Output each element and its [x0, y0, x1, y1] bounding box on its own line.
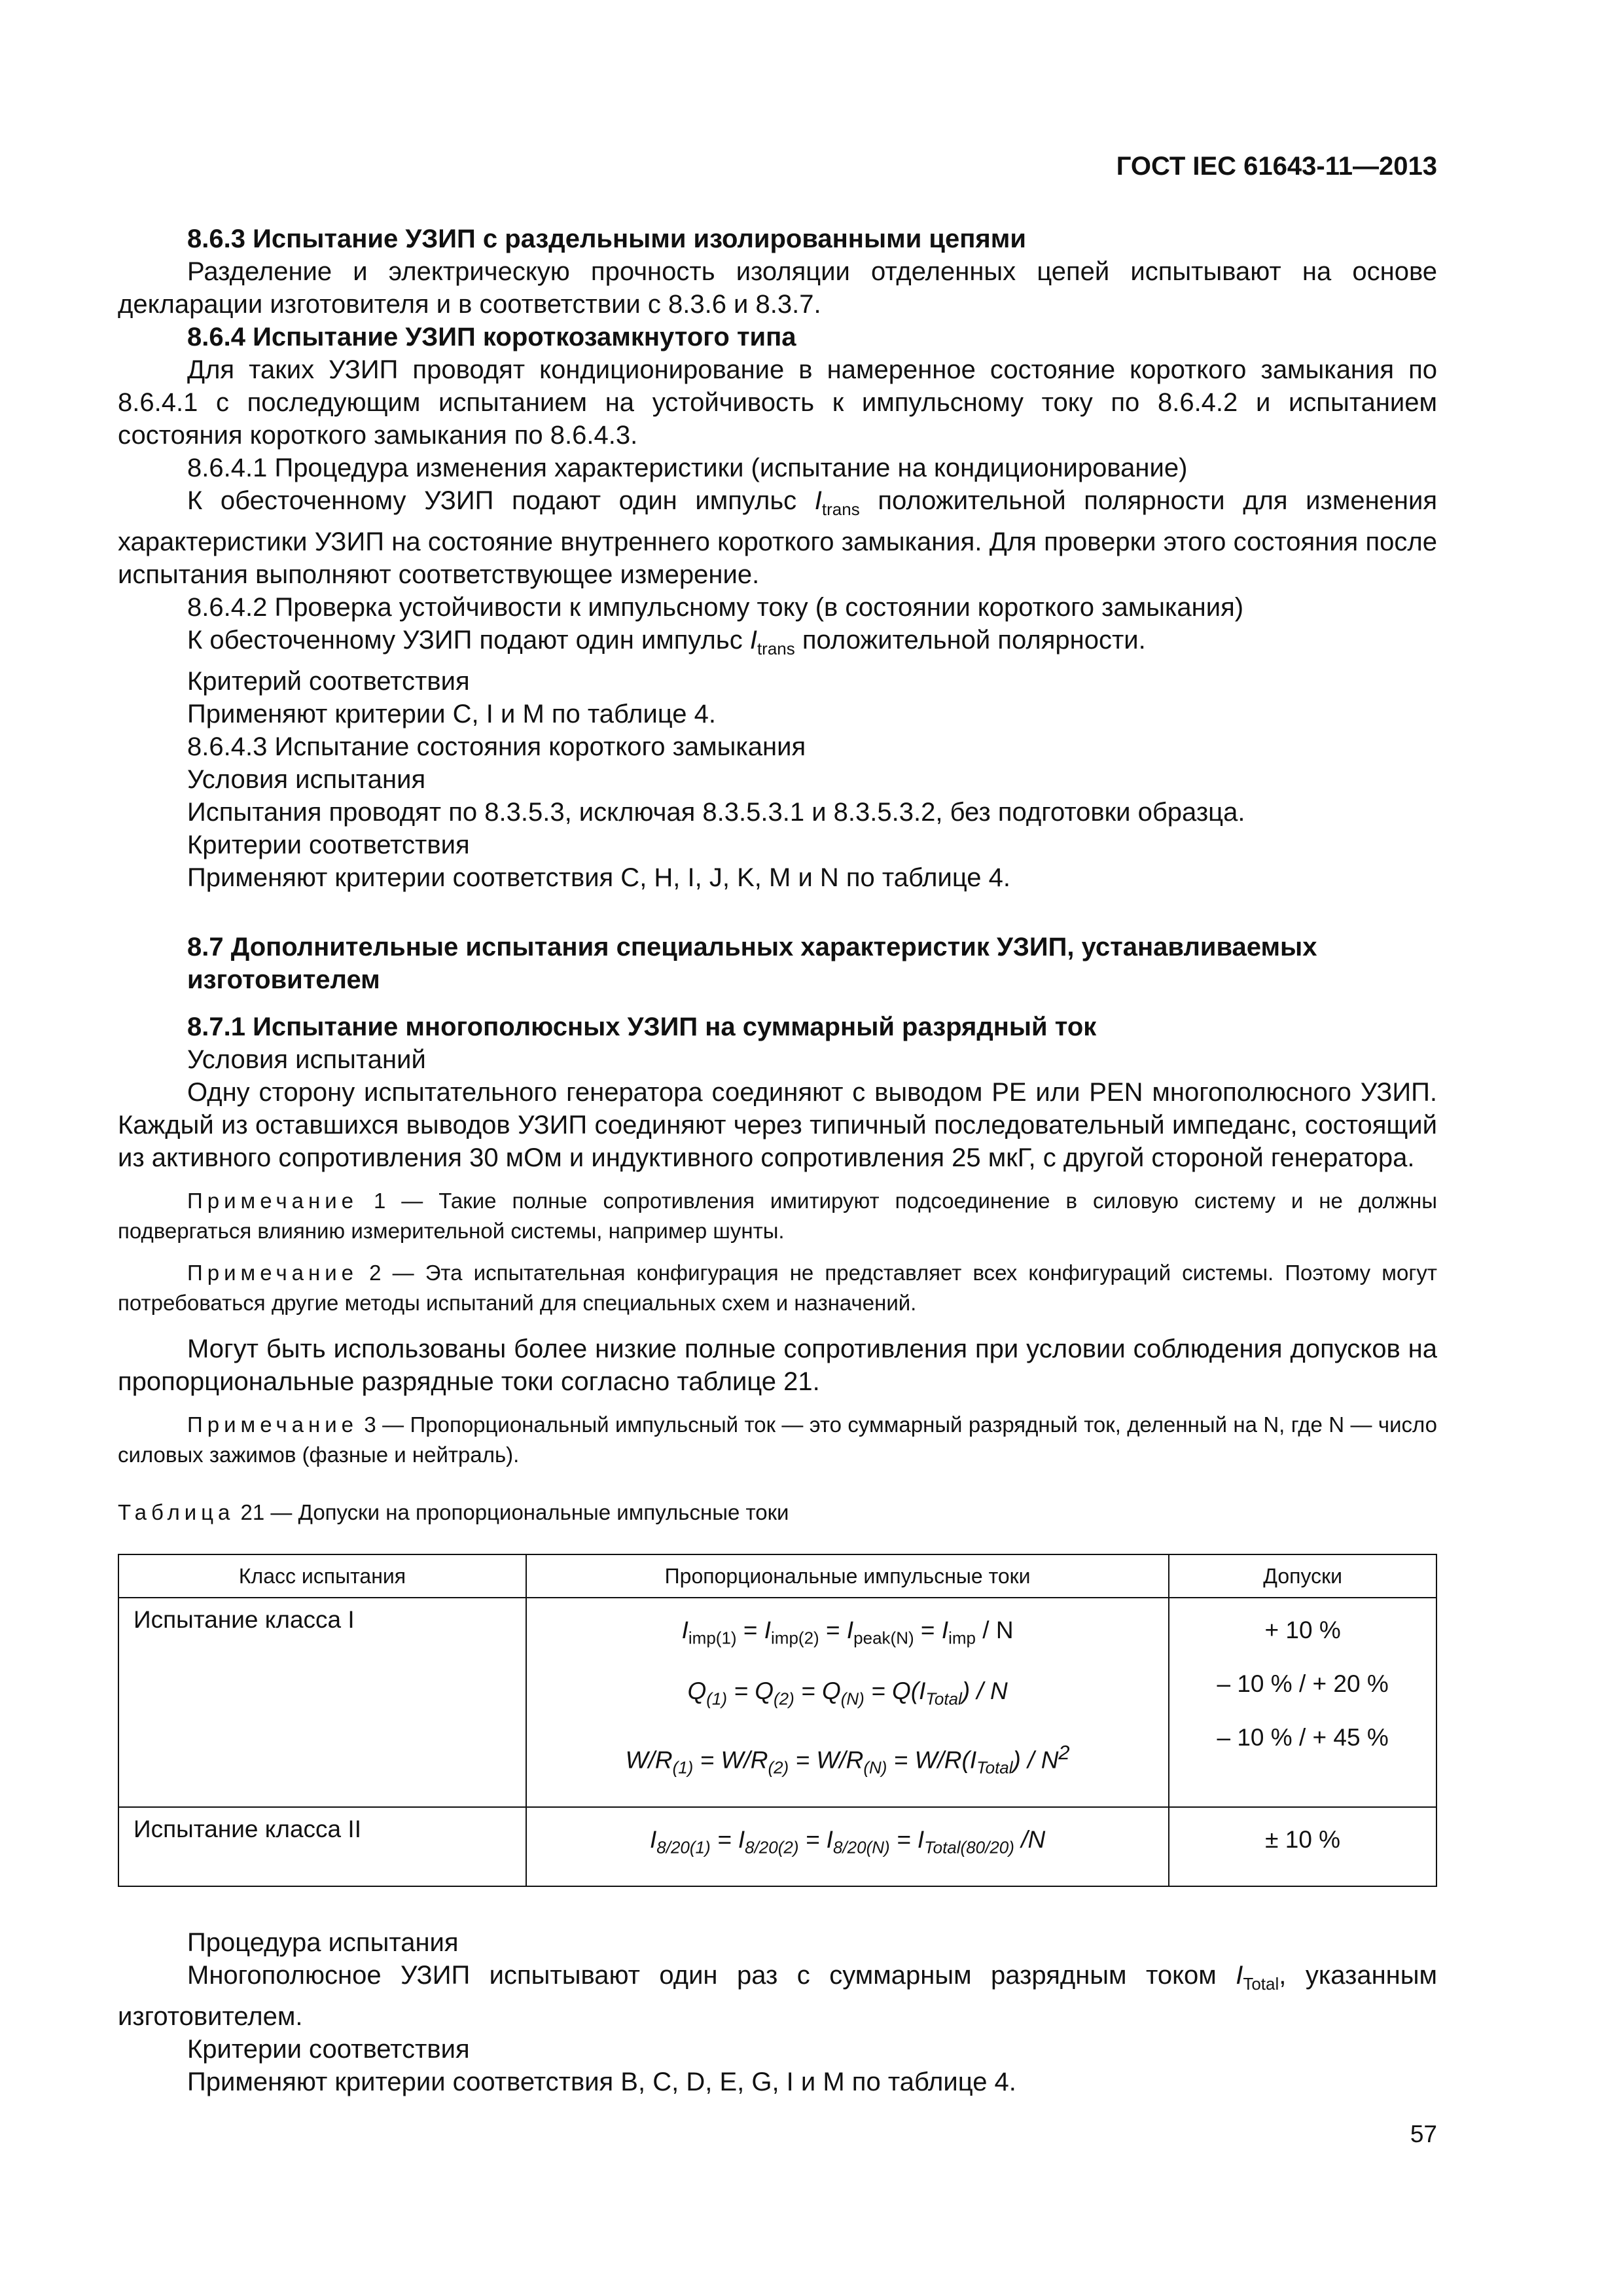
note-1: Примечание 1 — Такие полные сопротивления имитируют подсоединение в силовую систему и не должны подвергаться влиянию измерительной системы, например шунты. — [118, 1189, 1437, 1243]
formulas-cell — [526, 1598, 1169, 1807]
column-header-currents: Пропорциональные импульсные токи — [526, 1554, 1169, 1598]
section-8-6-4-2-title: 8.6.4.2 Проверка устойчивости к импульсному току (в состоянии короткого замыкания) — [187, 593, 1244, 622]
section-8-6-3-text: Разделение и электрическую прочность изоляции отделенных цепей испытывают на основе декларации изготовителя и в соответствии с 8.3.6 и 8.3.7. — [118, 257, 1437, 319]
section-8-6-4-1-title: 8.6.4.1 Процедура изменения характеристики (испытание на кондиционирование) — [187, 454, 1188, 482]
section-8-6-4-1-text: К обесточенному УЗИП подают один импульс $I_{trans}$ положительной полярности для изменения характеристики УЗИП на состояние внутреннего короткого замыкания. Для проверки этого состояния после испытания выполняют соответствующее измерение. — [118, 486, 1437, 589]
table-row — [118, 1598, 1436, 1807]
formula-8-20-current: $I_{8/20(1)} = I_{8/20(2)} = I_{8/20(N)} = I_{Total(80/20)}$ /N — [650, 1825, 1046, 1857]
section-8-7-1-title: 8.7.1 Испытание многополюсных УЗИП на суммарный разрядный ток — [187, 1013, 1097, 1041]
tolerance-value: – 10 % / + 45 % — [1217, 1724, 1389, 1751]
column-header-class: Класс испытания — [118, 1554, 526, 1598]
conditions-heading: Условия испытания — [187, 765, 426, 794]
document-page — [118, 0, 1437, 2296]
impedance-paragraph: Могут быть использованы более низкие полные сопротивления при условии соблюдения допусков на пропорциональные разрядные токи согласно таблице 21. — [118, 1335, 1437, 1396]
table-row — [118, 1807, 1436, 1886]
test-conditions-text: Одну сторону испытательного генератора соединяют с выводом PE или PEN многополюсного УЗИП. Каждый из оставшихся выводов УЗИП соединяют через типичный последовательный импеданс, состоящий из активного сопротивления 30 мОм и индуктивного сопротивления 25 мкГ, с другой стороной генератора. — [118, 1078, 1437, 1172]
note-3: Примечание 3 — Пропорциональный импульсный ток — это суммарный разрядный ток, деленный на N, где N — число силовых зажимов (фазные и нейтраль). — [118, 1412, 1437, 1467]
section-8-6-4-title: 8.6.4 Испытание УЗИП короткозамкнутого типа — [187, 323, 796, 351]
tolerance-value: – 10 % / + 20 % — [1217, 1670, 1389, 1697]
criteria-heading: Критерии соответствия — [187, 831, 470, 859]
formula-specific-energy: $W/R_{(1)} = W/R_{(2)} = W/R_{(N)} = W/R(I_{Total}) / N^2$ — [625, 1740, 1070, 1778]
page-number: 57 — [1410, 2121, 1437, 2147]
procedure-text: Многополюсное УЗИП испытывают один раз с суммарным разрядным током $I_{Total}$, указанным изготовителем. — [118, 1960, 1438, 2031]
formulas-cell — [526, 1807, 1169, 1886]
table-header-row — [118, 1554, 1436, 1598]
section-8-6-4-2-text: К обесточенному УЗИП подают один импульс $I_{trans}$ положительной полярности. — [187, 626, 1146, 658]
formula-impulse-current: $I_{imp(1)} = I_{imp(2)} = I_{peak(N)} = I_{imp} / N$ — [681, 1617, 1014, 1648]
criteria-heading: Критерии соответствия — [187, 2034, 470, 2064]
standard-header: ГОСТ IEC 61643-11—2013 — [1116, 152, 1437, 181]
class-cell: Испытание класса II — [118, 1807, 526, 1886]
test-conditions-heading: Условия испытаний — [187, 1045, 426, 1074]
tolerance-value: + 10 % — [1264, 1617, 1341, 1643]
formula-charge: $Q_{(1)} = Q_{(2)} = Q_{(N)} = Q(I_{Total}) / N$ — [687, 1677, 1008, 1709]
document-body — [118, 223, 1437, 2098]
section-8-7-title: 8.7 Дополнительные испытания специальных характеристик УЗИП, устанавливаемых изготовителем — [187, 933, 1317, 994]
column-header-tolerances: Допуски — [1169, 1554, 1436, 1598]
criterion-heading: Критерий соответствия — [187, 667, 470, 696]
criteria-text: Применяют критерии соответствия C, H, I, J, K, M и N по таблице 4. — [187, 863, 1011, 892]
procedure-heading: Процедура испытания — [187, 1928, 459, 1957]
conditions-text: Испытания проводят по 8.3.5.3, исключая 8.3.5.3.1 и 8.3.5.3.2, без подготовки образца. — [187, 798, 1245, 827]
criterion-text: Применяют критерии C, I и M по таблице 4. — [187, 700, 716, 728]
section-8-6-4-3-title: 8.6.4.3 Испытание состояния короткого замыкания — [187, 732, 806, 761]
tolerance-value: ± 10 % — [1265, 1825, 1341, 1853]
section-8-6-4-text: Для таких УЗИП проводят кондиционирование в намеренное состояние короткого замыкания по 8.6.4.1 с последующим испытанием на устойчивость к импульсному току по 8.6.4.2 и испытанием состояния короткого замыкания по 8.6.4.3. — [118, 355, 1437, 450]
class-cell: Испытание класса I — [118, 1598, 526, 1807]
criteria-text: Применяют критерии соответствия B, C, D, E, G, I и M по таблице 4. — [187, 2067, 1016, 2096]
table-21 — [118, 1554, 1437, 1887]
section-8-6-3-title: 8.6.3 Испытание УЗИП с раздельными изолированными цепями — [187, 224, 1026, 253]
note-2: Примечание 2 — Эта испытательная конфигурация не представляет всех конфигураций системы. Поэтому могут потребоваться другие методы испытаний для специальных схем и назначений. — [118, 1261, 1437, 1315]
table-21-caption: Таблица 21 — Допуски на пропорциональные импульсные токи — [118, 1500, 789, 1524]
tolerances-cell — [1169, 1807, 1436, 1886]
tolerances-cell — [1169, 1598, 1436, 1807]
